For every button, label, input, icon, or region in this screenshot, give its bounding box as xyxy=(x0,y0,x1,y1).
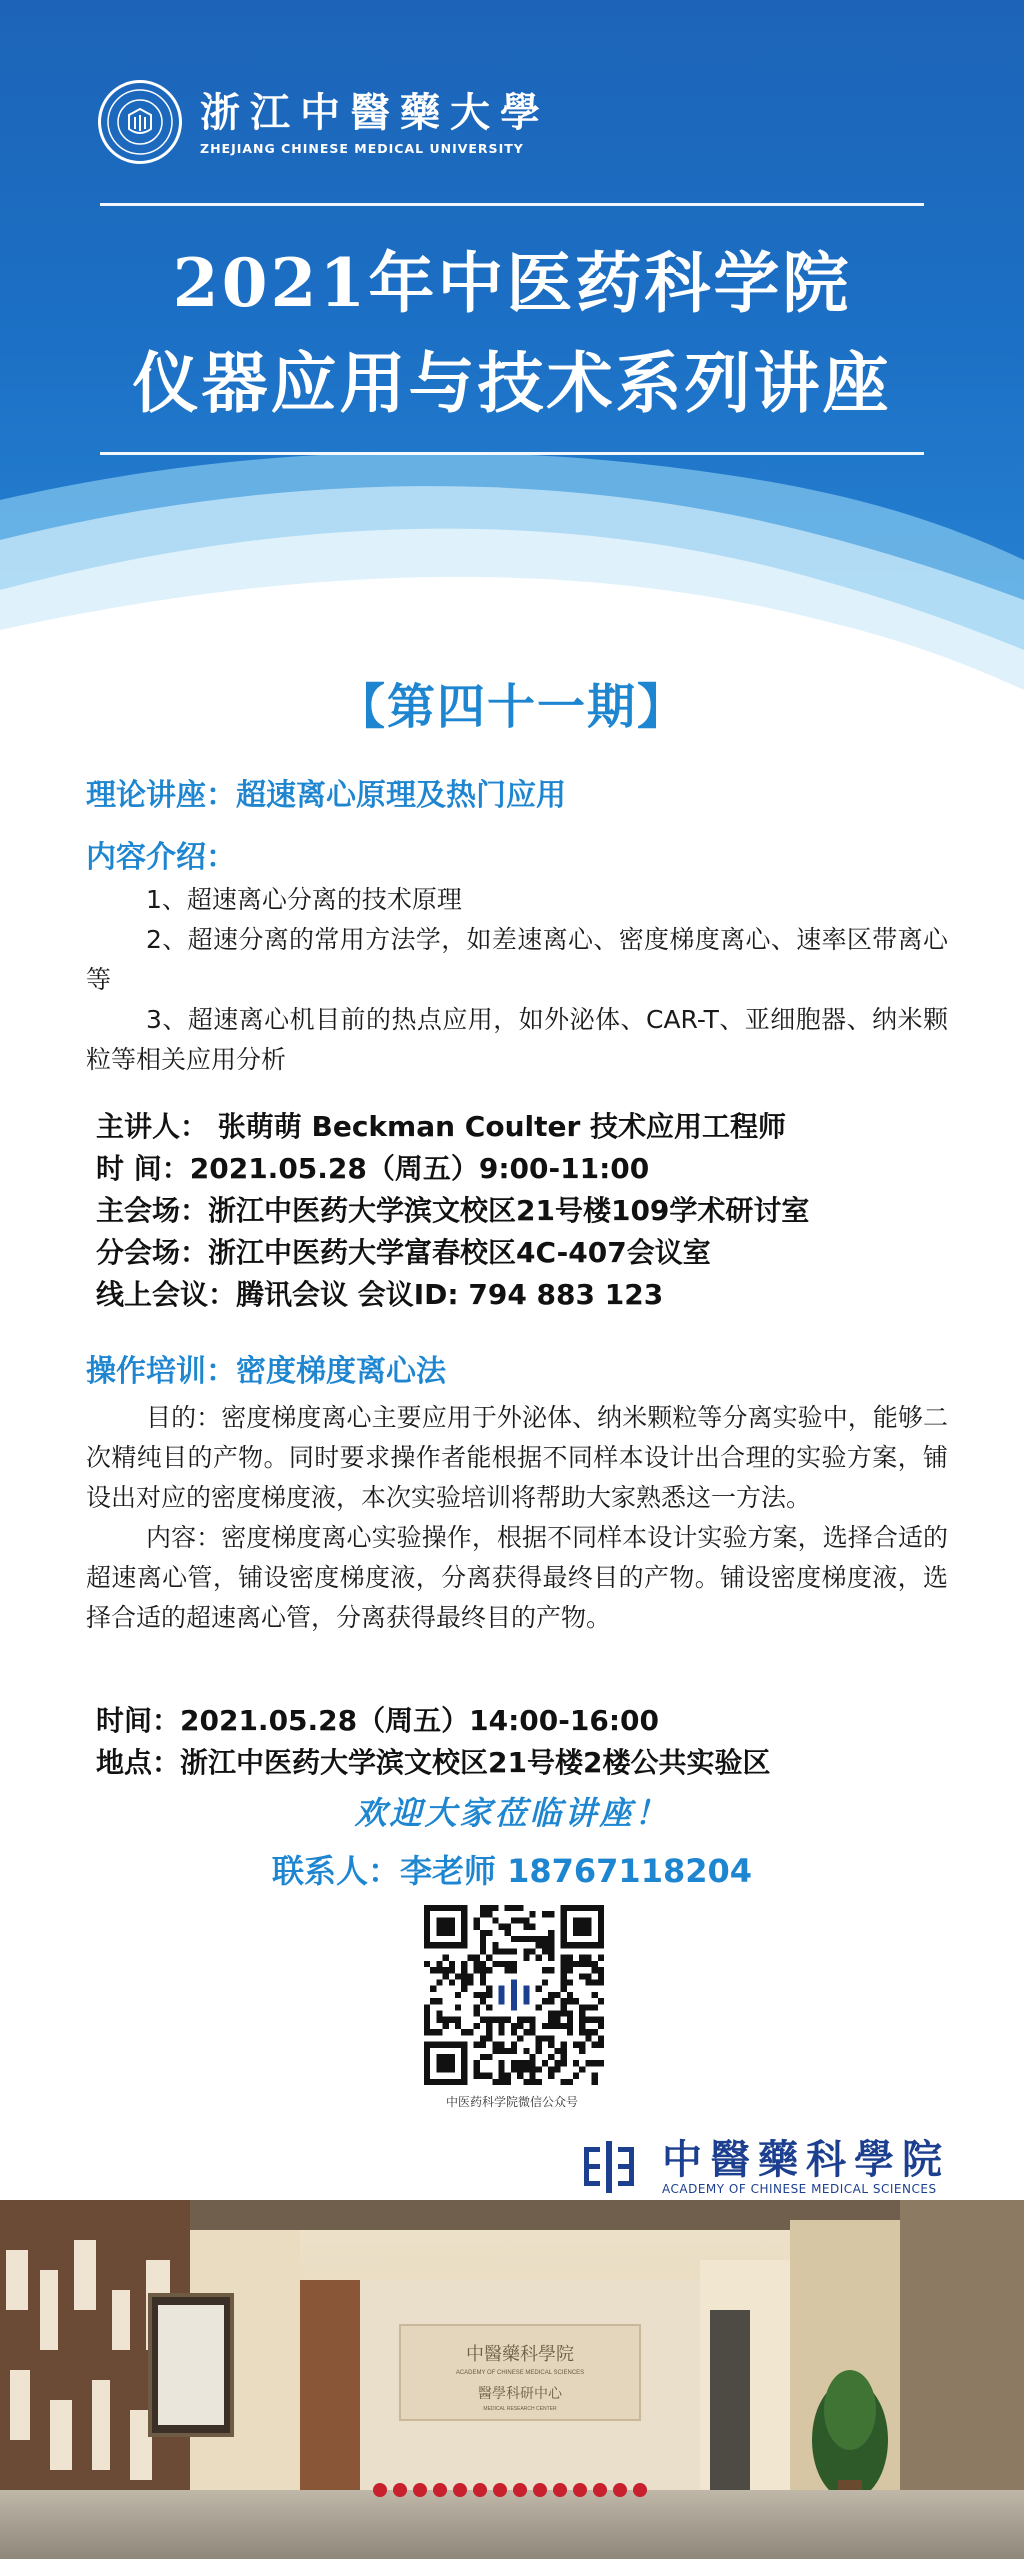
lobby-sign-line1: 中醫藥科學院 xyxy=(466,2344,574,2365)
lecture-heading: 理论讲座：超速离心原理及热门应用 xyxy=(86,778,566,813)
training-heading: 操作培训：密度梯度离心法 xyxy=(86,1354,446,1389)
main-venue: 主会场：浙江中医药大学滨文校区21号楼109学术研讨室 xyxy=(96,1194,810,1227)
qr-caption: 中医药科学院微信公众号 xyxy=(445,2095,578,2109)
title-top-rule xyxy=(100,203,924,206)
lobby-sign-line4: MEDICAL RESEARCH CENTER xyxy=(483,2406,557,2412)
issue-number: 【第四十一期】 xyxy=(336,679,687,735)
lecture-item: 2、超速分离的常用方法学，如差速离心、密度梯度离心、速率区带离心等 xyxy=(86,925,948,994)
lecture-info xyxy=(96,1106,956,1316)
poster-title-line1: 2021年中医药科学院 xyxy=(172,244,852,322)
qr-code-icon xyxy=(424,1905,604,2085)
academy-name-en: ACADEMY OF CHINESE MEDICAL SCIENCES xyxy=(662,2182,937,2196)
contact-person: 联系人：李老师 18767118204 xyxy=(271,1852,753,1890)
online-meeting: 线上会议：腾讯会议 会议ID: 794 883 123 xyxy=(96,1278,664,1311)
speaker: 主讲人： 张萌萌 Beckman Coulter 技术应用工程师 xyxy=(96,1110,787,1143)
welcome-text: 欢迎大家莅临讲座！ xyxy=(354,1794,670,1832)
academy-name-cn: 中醫藥科學院 xyxy=(662,2136,950,2183)
lobby-sign-line3: 醫學科研中心 xyxy=(478,2386,562,2402)
training-place: 地点：浙江中医药大学滨文校区21号楼2楼公共实验区 xyxy=(96,1746,771,1779)
lecture-item: 1、超速离心分离的技术原理 xyxy=(146,885,462,914)
academy-logo-icon xyxy=(582,2141,646,2193)
training-time: 时间：2021.05.28（周五）14:00-16:00 xyxy=(96,1704,660,1737)
poster-title-line2: 仪器应用与技术系列讲座 xyxy=(132,344,892,422)
sub-venue: 分会场：浙江中医药大学富春校区4C-407会议室 xyxy=(96,1236,711,1269)
title-bottom-rule xyxy=(100,452,924,455)
training-purpose: 目的：密度梯度离心主要应用于外泌体、纳米颗粒等分离实验中，能够二次精纯目的产物。同时要求操作者能根据不同样本设计出合理的实验方案，铺设出对应的密度梯度液，本次实验培训将帮助大家熟悉这一方法。 xyxy=(86,1403,948,1512)
university-logo xyxy=(98,76,550,168)
lecture-item: 3、超速离心机目前的热点应用，如外泌体、CAR-T、亚细胞器、纳米颗粒等相关应用分析 xyxy=(86,1005,948,1074)
content-heading: 内容介绍： xyxy=(86,840,236,875)
lobby-sign-line2: ACADEMY OF CHINESE MEDICAL SCIENCES xyxy=(455,2370,585,2376)
university-name-cn: 浙江中醫藥大學 xyxy=(200,88,550,136)
lobby-photo xyxy=(0,2200,1024,2559)
university-name-en: ZHEJIANG CHINESE MEDICAL UNIVERSITY xyxy=(200,140,524,156)
header-banner xyxy=(0,0,1024,700)
academy-logo xyxy=(582,2136,950,2198)
training-description: 内容：密度梯度离心实验操作，根据不同样本设计实验方案，选择合适的超速离心管，铺设密度梯度液，分离获得最终目的产物。铺设密度梯度液，选择合适的超速离心管，分离获得最终目的产物。 xyxy=(86,1523,948,1632)
lecture-content-list xyxy=(86,880,948,1080)
lecture-time: 时 间：2021.05.28（周五）9:00-11:00 xyxy=(96,1152,650,1185)
training-content xyxy=(86,1398,948,1638)
header-waves xyxy=(0,440,1024,700)
university-seal-icon xyxy=(98,80,182,164)
training-info xyxy=(96,1700,956,1784)
